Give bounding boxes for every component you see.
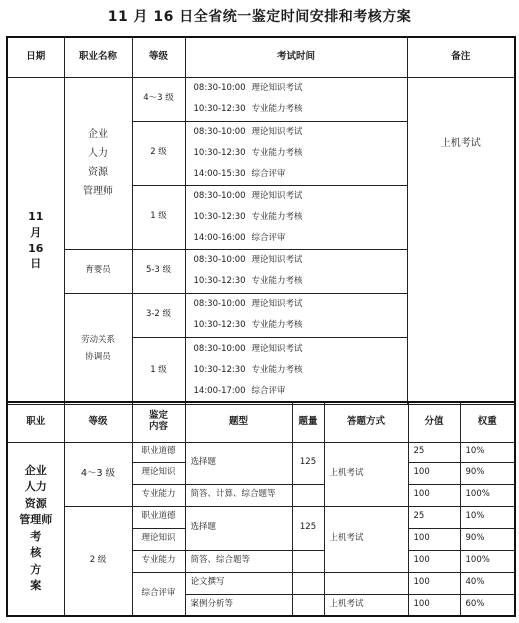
header-exam-time: 考试时间 (185, 37, 407, 77)
header-occupation: 职业名称 (64, 37, 132, 77)
score-cell: 25 (408, 506, 460, 528)
date-cell: 11 月 16 日 (7, 77, 64, 404)
header-level: 等级 (64, 402, 132, 442)
content-cell: 专业能力 (132, 484, 185, 506)
weight-cell: 90% (460, 462, 515, 484)
assessment-occupation: 企业 人力 资源 管理师 考 核 方 案 (7, 442, 64, 616)
occupation-hr-manager: 企业 人力 资源 管理师 (64, 77, 132, 249)
question-type-cell: 案例分析等 (185, 594, 292, 616)
level-cell: 4～3 级 (132, 77, 185, 121)
schedule-header-row (7, 37, 515, 77)
score-cell: 100 (408, 484, 460, 506)
answer-method-cell: 上机考试 (324, 594, 408, 616)
content-cell: 理论知识 (132, 528, 185, 550)
level-cell: 2 级 (64, 506, 132, 616)
weight-cell: 40% (460, 572, 515, 594)
content-cell: 职业道德 (132, 442, 185, 462)
header-answer-method: 答题方式 (324, 402, 408, 442)
weight-cell: 10% (460, 442, 515, 462)
weight-cell: 10% (460, 506, 515, 528)
answer-method-cell: 上机考试 (324, 506, 408, 572)
level-cell: 4～3 级 (64, 442, 132, 506)
score-cell: 100 (408, 594, 460, 616)
header-weight: 权重 (460, 402, 515, 442)
weight-cell: 100% (460, 484, 515, 506)
question-type-cell: 简答、计算、综合题等 (185, 484, 292, 506)
question-count-cell: 125 (292, 442, 324, 484)
score-cell: 25 (408, 442, 460, 462)
assessment-table (6, 401, 516, 617)
content-cell: 职业道德 (132, 506, 185, 528)
answer-method-cell: 上机考试 (324, 442, 408, 506)
question-count-cell (292, 484, 324, 506)
exam-time-cell: 08:30-10:00 理论知识考试 10:30-12:30 专业能力考核 (185, 249, 407, 293)
remark-cell: 上机考试 (407, 77, 515, 404)
content-cell: 理论知识 (132, 462, 185, 484)
header-occupation: 职业 (7, 402, 64, 442)
weight-cell: 100% (460, 550, 515, 572)
exam-time-cell: 08:30-10:00 理论知识考试 10:30-12:30 专业能力考核 (185, 293, 407, 337)
question-count-cell (292, 550, 324, 572)
occupation-nursery: 育婴员 (64, 249, 132, 293)
score-cell: 100 (408, 528, 460, 550)
occupation-labor-relations: 劳动关系 协调员 (64, 293, 132, 404)
weight-cell: 60% (460, 594, 515, 616)
exam-time-cell: 08:30-10:00 理论知识考试 10:30-12:30 专业能力考核 14:00-16:00 综合评审 (185, 185, 407, 249)
content-cell: 综合评审 (132, 572, 185, 616)
assessment-header-row (7, 402, 515, 442)
header-date: 日期 (7, 37, 64, 77)
weight-cell: 90% (460, 528, 515, 550)
header-content: 鉴定 内容 (132, 402, 185, 442)
question-type-cell: 论文撰写 (185, 572, 292, 594)
score-cell: 100 (408, 462, 460, 484)
exam-time-cell: 08:30-10:00 理论知识考试 10:30-12:30 专业能力考核 (185, 77, 407, 121)
schedule-table (6, 36, 516, 405)
question-type-cell: 选择题 (185, 506, 292, 550)
header-remark: 备注 (407, 37, 515, 77)
header-level: 等级 (132, 37, 185, 77)
question-count-cell: 125 (292, 506, 324, 550)
page-title: 11 月 16 日全省统一鉴定时间安排和考核方案 (107, 9, 412, 25)
exam-time-cell: 08:30-10:00 理论知识考试 10:30-12:30 专业能力考核 14:00-17:00 综合评审 (185, 337, 407, 404)
level-cell: 1 级 (132, 185, 185, 249)
question-type-cell: 选择题 (185, 442, 292, 484)
score-cell: 100 (408, 572, 460, 594)
content-cell: 专业能力 (132, 550, 185, 572)
header-question-type: 题型 (185, 402, 292, 442)
exam-time-cell: 08:30-10:00 理论知识考试 10:30-12:30 专业能力考核 14:00-15:30 综合评审 (185, 121, 407, 185)
question-count-cell (292, 594, 324, 616)
level-cell: 5-3 级 (132, 249, 185, 293)
level-cell: 3-2 级 (132, 293, 185, 337)
answer-method-cell (324, 572, 408, 594)
level-cell: 1 级 (132, 337, 185, 404)
level-cell: 2 级 (132, 121, 185, 185)
score-cell: 100 (408, 550, 460, 572)
question-type-cell: 简答、综合题等 (185, 550, 292, 572)
question-count-cell (292, 572, 324, 594)
header-score: 分值 (408, 402, 460, 442)
header-question-count: 题量 (292, 402, 324, 442)
